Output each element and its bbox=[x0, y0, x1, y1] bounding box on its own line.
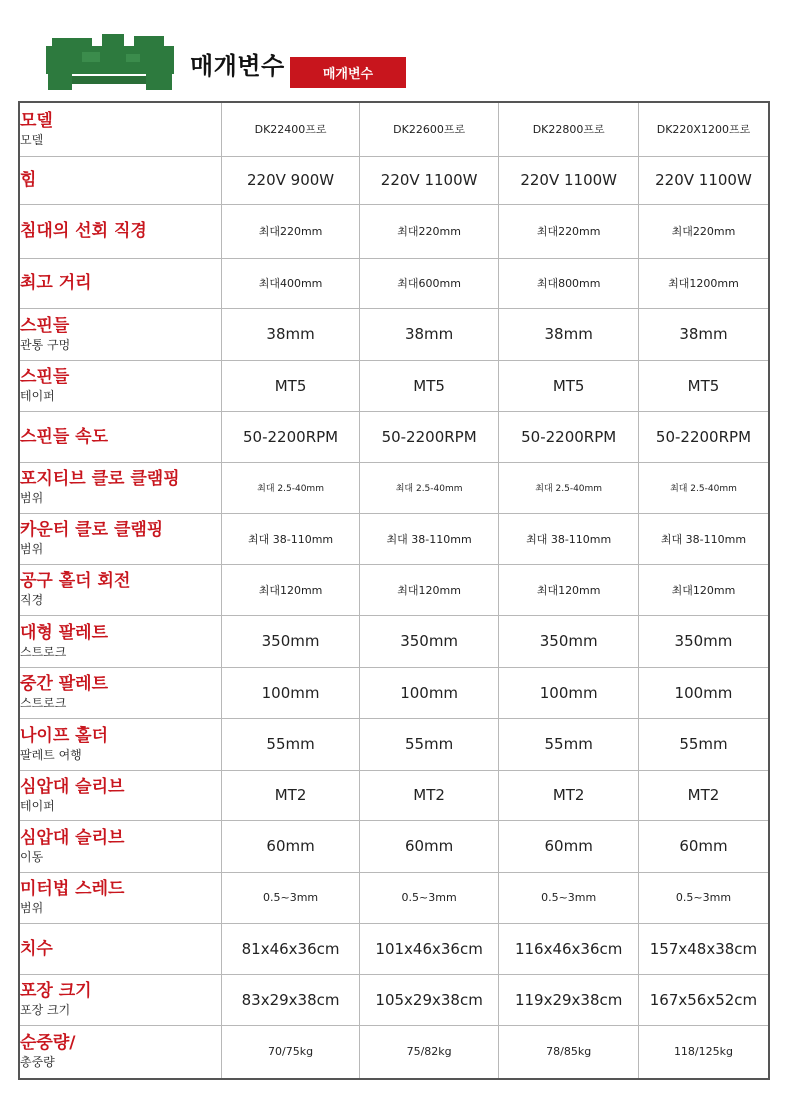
row-label-cell bbox=[19, 615, 222, 667]
row-label: 모델 bbox=[20, 110, 53, 131]
row-label: 대형 팔레트 bbox=[20, 622, 109, 643]
row-sublabel: 범위 bbox=[20, 542, 44, 556]
lathe-machine-icon bbox=[42, 30, 182, 94]
table-row bbox=[19, 667, 769, 718]
spec-value-cell: 100mm bbox=[222, 667, 360, 718]
row-label-cell bbox=[19, 156, 222, 204]
table-row bbox=[19, 258, 769, 308]
row-label: 미터법 스레드 bbox=[20, 879, 125, 899]
row-sublabel: 범위 bbox=[20, 491, 44, 505]
spec-value-cell: 0.5~3mm bbox=[499, 872, 639, 923]
row-label: 카운터 클로 클램핑 bbox=[20, 520, 164, 540]
spec-value-cell: MT2 bbox=[222, 770, 360, 820]
table-row bbox=[19, 718, 769, 770]
spec-value-cell: 78/85kg bbox=[499, 1025, 639, 1079]
spec-value-cell: 최대120mm bbox=[359, 564, 499, 615]
table-row bbox=[19, 513, 769, 564]
spec-value-cell: 50-2200RPM bbox=[499, 411, 639, 462]
spec-value-cell: 0.5~3mm bbox=[638, 872, 769, 923]
spec-value-cell: 최대220mm bbox=[638, 204, 769, 258]
spec-value-cell: DK22800프로 bbox=[499, 102, 639, 156]
spec-value-cell: 105x29x38cm bbox=[359, 974, 499, 1025]
row-label: 힘 bbox=[20, 170, 37, 190]
row-label: 스핀들 bbox=[20, 367, 70, 387]
row-sublabel: 팔레트 여행 bbox=[20, 747, 82, 762]
row-label: 스핀들 bbox=[20, 315, 70, 336]
row-label-cell bbox=[19, 462, 222, 513]
row-sublabel: 이동 bbox=[20, 849, 44, 864]
row-sublabel: 범위 bbox=[20, 901, 44, 915]
spec-value-cell: 60mm bbox=[638, 820, 769, 872]
spec-value-cell: 55mm bbox=[499, 718, 639, 770]
spec-value-cell: 최대 2.5-40mm bbox=[222, 462, 360, 513]
row-label: 심압대 슬리브 bbox=[20, 827, 125, 848]
spec-value-cell: 최대120mm bbox=[638, 564, 769, 615]
spec-value-cell: 최대 38-110mm bbox=[222, 513, 360, 564]
spec-value-cell: 최대 38-110mm bbox=[359, 513, 499, 564]
row-label-cell bbox=[19, 872, 222, 923]
row-label-cell bbox=[19, 923, 222, 974]
row-label: 침대의 선회 직경 bbox=[20, 221, 147, 241]
row-label-cell bbox=[19, 974, 222, 1025]
table-row bbox=[19, 1025, 769, 1079]
table-row bbox=[19, 770, 769, 820]
spec-value-cell: 60mm bbox=[359, 820, 499, 872]
row-label: 중간 팔레트 bbox=[20, 674, 109, 694]
spec-value-cell: 최대120mm bbox=[222, 564, 360, 615]
spec-value-cell: 최대600mm bbox=[359, 258, 499, 308]
row-label-cell bbox=[19, 820, 222, 872]
spec-value-cell: 116x46x36cm bbox=[499, 923, 639, 974]
spec-value-cell: 55mm bbox=[222, 718, 360, 770]
spec-value-cell: 100mm bbox=[359, 667, 499, 718]
spec-value-cell: 350mm bbox=[499, 615, 639, 667]
spec-value-cell: DK220X1200프로 bbox=[638, 102, 769, 156]
spec-value-cell: 50-2200RPM bbox=[222, 411, 360, 462]
spec-value-cell: MT5 bbox=[222, 360, 360, 411]
spec-value-cell: MT5 bbox=[638, 360, 769, 411]
spec-value-cell: 최대 2.5-40mm bbox=[499, 462, 639, 513]
row-sublabel: 테이퍼 bbox=[20, 389, 55, 403]
spec-value-cell: MT2 bbox=[499, 770, 639, 820]
spec-value-cell: 350mm bbox=[359, 615, 499, 667]
spec-value-cell: 350mm bbox=[222, 615, 360, 667]
spec-value-cell: 최대120mm bbox=[499, 564, 639, 615]
spec-value-cell: 50-2200RPM bbox=[638, 411, 769, 462]
row-sublabel: 관통 구멍 bbox=[20, 337, 71, 352]
row-label-cell bbox=[19, 411, 222, 462]
row-label-cell bbox=[19, 258, 222, 308]
spec-value-cell: 100mm bbox=[638, 667, 769, 718]
row-label: 스핀들 속도 bbox=[20, 426, 109, 447]
spec-value-cell: 0.5~3mm bbox=[222, 872, 360, 923]
spec-value-cell: 60mm bbox=[222, 820, 360, 872]
parameters-badge: 매개변수 bbox=[290, 57, 406, 88]
spec-value-cell: 최대220mm bbox=[499, 204, 639, 258]
row-label-cell bbox=[19, 770, 222, 820]
spec-value-cell: 최대 38-110mm bbox=[499, 513, 639, 564]
spec-value-cell: 60mm bbox=[499, 820, 639, 872]
page-title: 매개변수 bbox=[190, 52, 285, 80]
spec-value-cell: 50-2200RPM bbox=[359, 411, 499, 462]
table-row bbox=[19, 102, 769, 156]
row-sublabel: 테이퍼 bbox=[20, 798, 55, 813]
spec-value-cell: 최대800mm bbox=[499, 258, 639, 308]
spec-value-cell: 119x29x38cm bbox=[499, 974, 639, 1025]
spec-value-cell: MT2 bbox=[638, 770, 769, 820]
row-label-cell bbox=[19, 102, 222, 156]
spec-value-cell: 38mm bbox=[638, 308, 769, 360]
row-label-cell bbox=[19, 1025, 222, 1079]
row-label-cell bbox=[19, 360, 222, 411]
spec-value-cell: 220V 1100W bbox=[499, 156, 639, 204]
spec-value-cell: 0.5~3mm bbox=[359, 872, 499, 923]
spec-value-cell: 167x56x52cm bbox=[638, 974, 769, 1025]
row-label: 최고 거리 bbox=[20, 273, 92, 293]
row-sublabel: 직경 bbox=[20, 593, 44, 607]
spec-value-cell: 최대220mm bbox=[359, 204, 499, 258]
table-row bbox=[19, 360, 769, 411]
spec-value-cell: 최대 2.5-40mm bbox=[638, 462, 769, 513]
row-sublabel: 스트로크 bbox=[20, 696, 67, 710]
row-sublabel: 모델 bbox=[20, 132, 44, 147]
row-sublabel: 스트로크 bbox=[20, 644, 67, 659]
spec-value-cell: 70/75kg bbox=[222, 1025, 360, 1079]
spec-value-cell: 38mm bbox=[499, 308, 639, 360]
row-label: 치수 bbox=[20, 938, 53, 959]
row-label: 포장 크기 bbox=[20, 981, 92, 1001]
row-label-cell bbox=[19, 667, 222, 718]
spec-value-cell: 38mm bbox=[359, 308, 499, 360]
row-label-cell bbox=[19, 308, 222, 360]
spec-value-cell: 83x29x38cm bbox=[222, 974, 360, 1025]
row-sublabel: 포장 크기 bbox=[20, 1003, 71, 1017]
spec-value-cell: 101x46x36cm bbox=[359, 923, 499, 974]
table-row bbox=[19, 308, 769, 360]
row-label-cell bbox=[19, 718, 222, 770]
row-sublabel: 총중량 bbox=[20, 1055, 55, 1070]
table-row bbox=[19, 462, 769, 513]
spec-value-cell: 350mm bbox=[638, 615, 769, 667]
table-row bbox=[19, 974, 769, 1025]
spec-value-cell: 220V 1100W bbox=[638, 156, 769, 204]
spec-table bbox=[18, 101, 770, 1080]
spec-value-cell: 최대220mm bbox=[222, 204, 360, 258]
row-label-cell bbox=[19, 564, 222, 615]
table-row bbox=[19, 923, 769, 974]
row-label: 공구 홀더 회전 bbox=[20, 571, 131, 591]
spec-value-cell: 최대400mm bbox=[222, 258, 360, 308]
row-label: 포지티브 클로 클램핑 bbox=[20, 469, 180, 489]
row-label: 순중량/ bbox=[20, 1033, 76, 1054]
spec-value-cell: 최대 2.5-40mm bbox=[359, 462, 499, 513]
spec-value-cell: 최대 38-110mm bbox=[638, 513, 769, 564]
spec-value-cell: 118/125kg bbox=[638, 1025, 769, 1079]
spec-value-cell: DK22400프로 bbox=[222, 102, 360, 156]
row-label: 심압대 슬리브 bbox=[20, 776, 125, 797]
header bbox=[0, 0, 790, 100]
spec-value-cell: 100mm bbox=[499, 667, 639, 718]
table-row bbox=[19, 411, 769, 462]
spec-value-cell: 38mm bbox=[222, 308, 360, 360]
spec-value-cell: MT5 bbox=[359, 360, 499, 411]
spec-value-cell: 최대1200mm bbox=[638, 258, 769, 308]
spec-value-cell: 55mm bbox=[638, 718, 769, 770]
spec-value-cell: MT5 bbox=[499, 360, 639, 411]
spec-value-cell: 55mm bbox=[359, 718, 499, 770]
spec-value-cell: 220V 1100W bbox=[359, 156, 499, 204]
row-label-cell bbox=[19, 513, 222, 564]
table-row bbox=[19, 204, 769, 258]
row-label-cell bbox=[19, 204, 222, 258]
table-row bbox=[19, 615, 769, 667]
spec-value-cell: MT2 bbox=[359, 770, 499, 820]
table-row bbox=[19, 564, 769, 615]
spec-value-cell: 157x48x38cm bbox=[638, 923, 769, 974]
spec-value-cell: 75/82kg bbox=[359, 1025, 499, 1079]
spec-value-cell: DK22600프로 bbox=[359, 102, 499, 156]
spec-value-cell: 220V 900W bbox=[222, 156, 360, 204]
spec-value-cell: 81x46x36cm bbox=[222, 923, 360, 974]
table-row bbox=[19, 156, 769, 204]
table-row bbox=[19, 820, 769, 872]
table-row bbox=[19, 872, 769, 923]
row-label: 나이프 홀더 bbox=[20, 725, 109, 746]
